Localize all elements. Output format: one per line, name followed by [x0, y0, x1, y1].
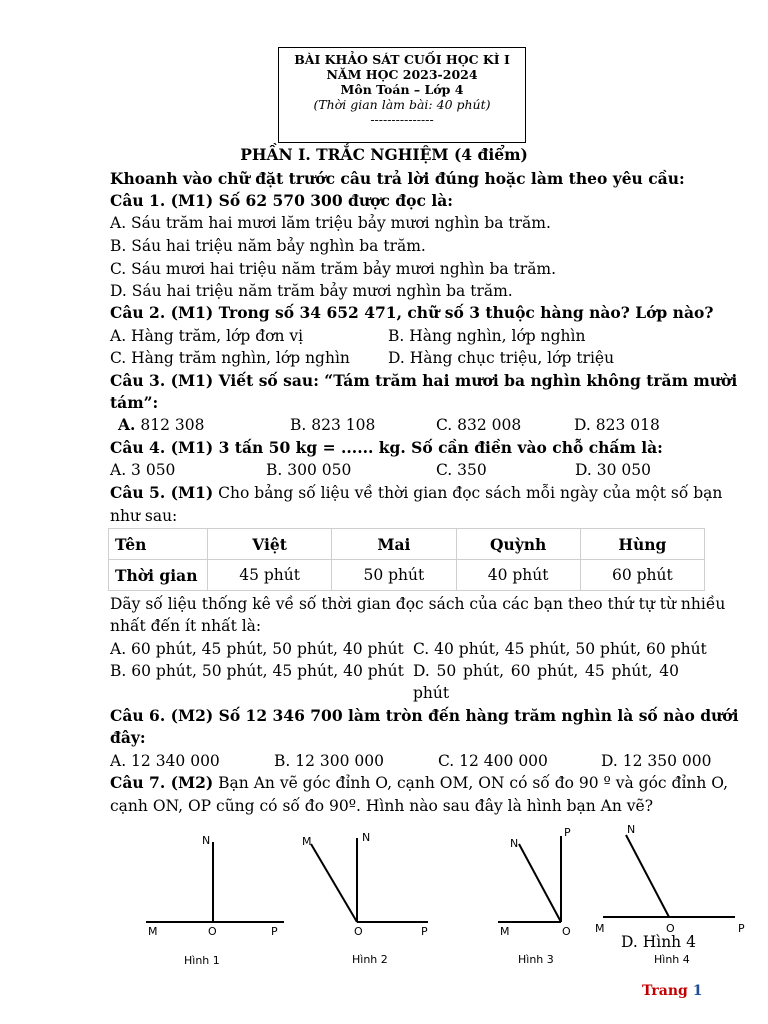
header-line-1: BÀI KHẢO SÁT CUỐI HỌC KÌ I: [294, 52, 510, 67]
q7-title-rest: Bạn An vẽ góc đỉnh O, cạnh OM, ON có số đo 90 º và góc đỉnh O,: [218, 774, 729, 792]
q5-option-a: A. 60 phút, 45 phút, 50 phút, 40 phút: [110, 640, 404, 658]
figure-3-label-p: P: [564, 826, 571, 839]
page-number: 1: [692, 983, 703, 999]
q5-title-rest: Cho bảng số liệu về thời gian đọc sách mỗi ngày của một số bạn: [218, 484, 723, 502]
q1-option-a: A. Sáu trăm hai mươi lăm triệu bảy mươi nghìn ba trăm.: [110, 214, 551, 232]
q7-option-d: D. Hình 4: [621, 933, 696, 951]
q5-title-bold: Câu 5. (M1): [110, 483, 214, 502]
header-line-5: ---------------: [370, 112, 434, 127]
q3-option-c: C. 832 008: [436, 416, 522, 434]
q3-option-b: B. 823 108: [290, 416, 376, 434]
q4-option-c: C. 350: [436, 461, 487, 479]
header-line-3: Môn Toán – Lớp 4: [340, 82, 464, 97]
q4-title: Câu 4. (M1) 3 tấn 50 kg = ...... kg. Số cần điền vào chỗ chấm là:: [110, 438, 663, 457]
q1-option-b: B. Sáu hai triệu năm bảy nghìn ba trăm.: [110, 237, 426, 255]
q2-option-a: A. Hàng trăm, lớp đơn vị: [110, 327, 304, 345]
q6-option-d: D. 12 350 000: [601, 752, 712, 770]
q4-option-b: B. 300 050: [266, 461, 352, 479]
q3-title-line-2: tám”:: [110, 393, 159, 412]
header-line-4: (Thời gian làm bài: 40 phút): [313, 97, 491, 112]
table-header-cell: Việt: [208, 529, 332, 560]
q1-option-c: C. Sáu mươi hai triệu năm trăm bảy mươi nghìn ba trăm.: [110, 260, 557, 278]
q4-option-d: D. 30 050: [575, 461, 651, 479]
instruction: Khoanh vào chữ đặt trước câu trả lời đúng hoặc làm theo yêu cầu:: [110, 169, 685, 188]
figure-2-caption: Hình 2: [352, 953, 388, 966]
figure-4-caption: Hình 4: [654, 953, 690, 966]
figure-4-label-m: M: [595, 922, 605, 935]
page-footer: [642, 983, 702, 999]
q3-title-line-1: Câu 3. (M1) Viết số sau: “Tám trăm hai mươi ba nghìn không trăm mười: [110, 371, 738, 390]
figure-1-label-m: M: [148, 925, 158, 938]
q3-option-a-value: 812 308: [140, 416, 205, 434]
figure-3-label-n: N: [510, 837, 519, 850]
q5-option-d-line-1: D. 50 phút, 60 phút, 45 phút, 40: [413, 662, 679, 680]
q2-option-b: B. Hàng nghìn, lớp nghìn: [388, 327, 586, 345]
q7-title-bold: Câu 7. (M2): [110, 773, 214, 792]
figure-4-label-o: O: [666, 922, 675, 935]
q2-title: Câu 2. (M1) Trong số 34 652 471, chữ số 3 thuộc hàng nào? Lớp nào?: [110, 303, 714, 322]
table-cell: 60 phút: [580, 560, 704, 591]
q5-title-line-2: như sau:: [110, 507, 178, 525]
table-header-cell: Quỳnh: [456, 529, 580, 560]
table-cell: 50 phút: [332, 560, 456, 591]
figure-1-label-p: P: [271, 925, 278, 938]
figure-4-line-on: [626, 835, 669, 917]
q6-option-c: C. 12 400 000: [438, 752, 548, 770]
q7-title-line-2: cạnh ON, OP cũng có số đo 90º. Hình nào sau đây là hình bạn An vẽ?: [110, 797, 654, 815]
figure-3-label-o: O: [562, 925, 571, 938]
q5-question-line-1: Dãy số liệu thống kê về số thời gian đọc sách của các bạn theo thứ tự từ nhiều: [110, 595, 726, 613]
figure-2-label-p: P: [421, 925, 428, 938]
figure-3-caption: Hình 3: [518, 953, 554, 966]
figure-4-label-p: P: [738, 922, 745, 935]
figure-1-caption: Hình 1: [184, 954, 220, 967]
q1-option-d: D. Sáu hai triệu năm trăm bảy mươi nghìn ba trăm.: [110, 282, 513, 300]
figure-2-label-o: O: [354, 925, 363, 938]
q3-option-d: D. 823 018: [574, 416, 660, 434]
q6-option-b: B. 12 300 000: [274, 752, 384, 770]
q6-title-line-2: đây:: [110, 728, 146, 747]
table-cell: Thời gian: [109, 560, 208, 591]
part1-title: PHẦN I. TRẮC NGHIỆM (4 điểm): [240, 145, 528, 164]
page-word: Trang: [642, 983, 688, 999]
table-header-cell: Tên: [109, 529, 208, 560]
q5-option-c: C. 40 phút, 45 phút, 50 phút, 60 phút: [413, 640, 707, 658]
q4-option-a: A. 3 050: [110, 461, 176, 479]
table-header-cell: Hùng: [580, 529, 704, 560]
q6-option-a: A. 12 340 000: [110, 752, 220, 770]
q3-option-a-letter: A.: [118, 415, 136, 434]
table-header-cell: Mai: [332, 529, 456, 560]
table-cell: 40 phút: [456, 560, 580, 591]
figure-3-line-on: [519, 844, 561, 922]
q2-option-d: D. Hàng chục triệu, lớp triệu: [388, 349, 615, 367]
table-cell: 45 phút: [208, 560, 332, 591]
figure-2-line-om: [311, 844, 357, 922]
figure-1-label-o: O: [208, 925, 217, 938]
figure-3-label-m: M: [500, 925, 510, 938]
q5-option-b: B. 60 phút, 50 phút, 45 phút, 40 phút: [110, 662, 404, 680]
q6-title-line-1: Câu 6. (M2) Số 12 346 700 làm tròn đến hàng trăm nghìn là số nào dưới: [110, 706, 739, 725]
figure-4-label-n: N: [627, 823, 636, 836]
q5-option-d-line-2: phút: [413, 684, 450, 702]
figure-1-label-n: N: [202, 834, 211, 847]
figure-2-label-n: N: [362, 831, 371, 844]
figure-2-label-m: M: [302, 835, 312, 848]
header-line-2: NĂM HỌC 2023-2024: [326, 67, 478, 82]
q1-title: Câu 1. (M1) Số 62 570 300 được đọc là:: [110, 191, 453, 210]
q2-option-c: C. Hàng trăm nghìn, lớp nghìn: [110, 349, 350, 367]
q5-question-line-2: nhất đến ít nhất là:: [110, 617, 262, 635]
